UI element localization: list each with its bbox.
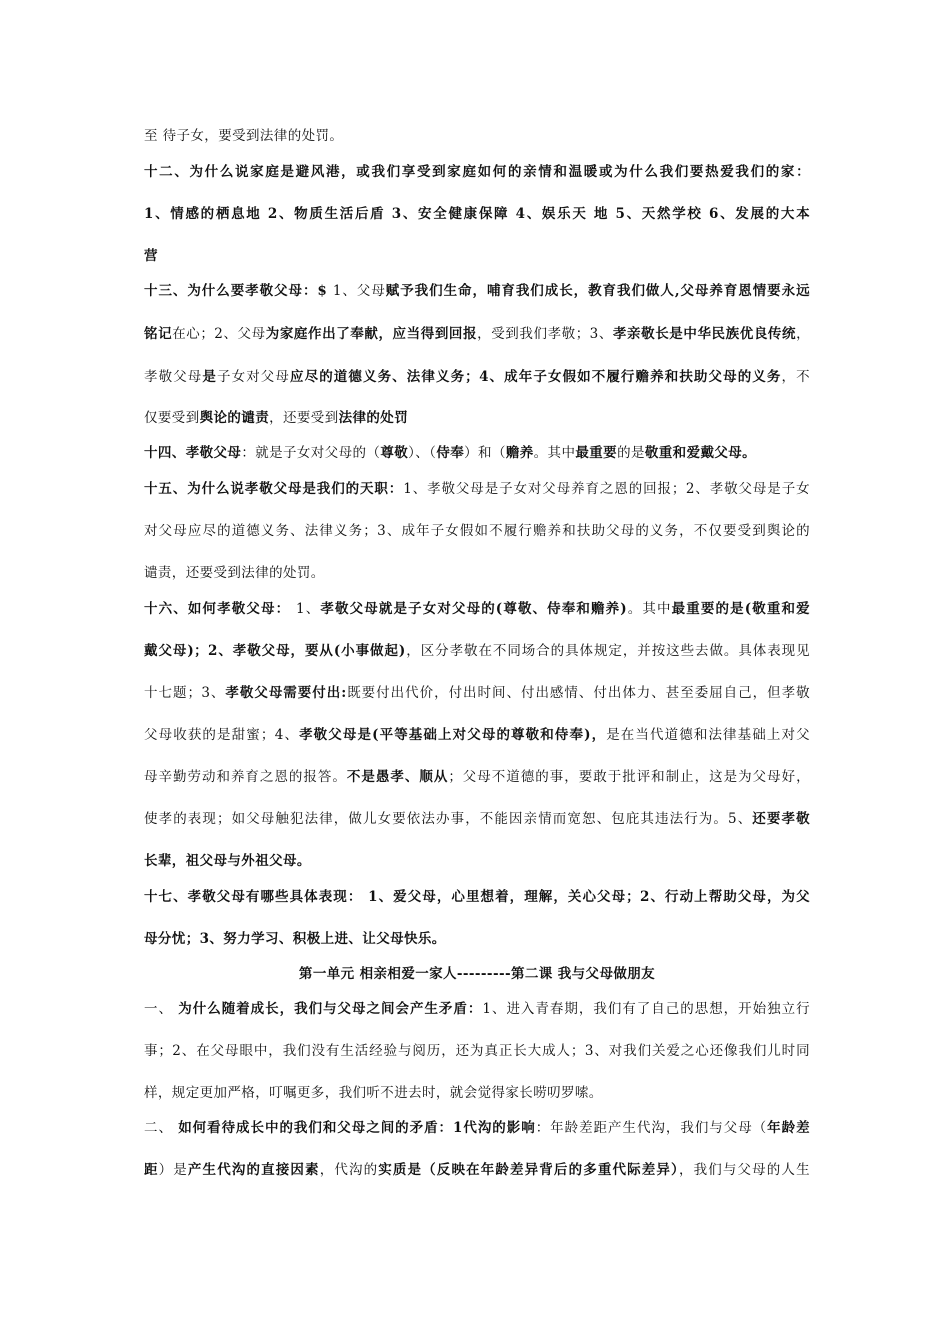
text-run: 孝亲敬长是中华民族优良传统	[612, 326, 797, 342]
text-run: 十七、孝敬父母有哪些具体表现： 1、爱父母，心里想着，理解，关心父母；2、行动上帮助父母，为父	[144, 889, 810, 905]
text-run: 子女对父母	[217, 369, 290, 385]
text-run: 母分忧；3、努力学习、积极上进、让父母快乐。	[144, 931, 446, 947]
text-run: 法律的处罚	[338, 410, 409, 426]
text-run: ，还要受到	[269, 410, 339, 426]
text-run: 最重要的是(敬重和爱	[671, 601, 810, 617]
text-run: 十三、为什么要孝敬父母：$	[144, 283, 333, 299]
text-run: 长辈，祖父母与外祖父母。	[144, 853, 311, 869]
text-line	[144, 1040, 810, 1062]
text-line	[144, 442, 810, 464]
text-run: 1、父母	[332, 283, 386, 299]
text-run: ）是	[158, 1162, 188, 1178]
text-run: 仅要受到	[144, 410, 200, 426]
text-run: 尊敬	[380, 445, 409, 461]
text-line	[144, 850, 810, 872]
text-run: ：年龄差距产生代沟，我们与父母（	[535, 1120, 768, 1136]
text-line	[144, 886, 810, 908]
text-line	[144, 366, 810, 388]
text-run: 1、孝敬父母是子女对父母养育之恩的回报；2、孝敬父母是子女	[403, 481, 810, 497]
text-run: 营	[144, 248, 158, 264]
text-run: 十六、如何孝敬父母：	[144, 601, 297, 617]
text-run: 十四、孝敬父母	[144, 445, 242, 461]
text-run: 1、进入青春期，我们有了自己的思想，开始独立行	[482, 1001, 810, 1017]
text-run: 孝敬父母就是子女对父母的(尊敬、侍奉和赡养)	[320, 601, 628, 617]
text-line	[144, 598, 810, 620]
text-run: 为家庭作出了奉献，应当得到回报	[265, 326, 478, 342]
text-run: 至 待子女，要受到法律的处罚。	[144, 128, 344, 144]
text-line	[144, 928, 810, 950]
text-line	[144, 640, 810, 662]
text-line	[144, 478, 810, 500]
text-run: 。其中	[627, 601, 672, 617]
text-run: 赋予我们生命，哺育我们成长，教育我们做人,父母养育恩情要永远	[385, 283, 810, 299]
text-run: ，代沟的	[319, 1162, 379, 1178]
text-run: 母辛勤劳动和养育之恩的报答。	[144, 769, 347, 785]
text-run: 谴责，还要受到法律的处罚。	[144, 565, 325, 581]
text-run: 不是愚孝、顺从	[346, 769, 449, 785]
text-run: 戴父母)；2、孝敬父母，要从(小事做起)	[144, 643, 406, 659]
text-run: 十二、为什么说家庭是避风港，或我们享受到家庭如何的亲情和温暖或为什么我们要热爱我们的家：	[144, 164, 810, 180]
text-line	[144, 682, 810, 704]
text-line	[144, 245, 810, 267]
text-run: 敬重和爱戴父母。	[644, 445, 757, 461]
text-run: 样，规定更加严格，叮嘱更多，我们听不进去时，就会觉得家长唠叨罗嗦。	[144, 1085, 603, 1101]
text-run: ，不	[781, 369, 810, 385]
text-run: 1、情感的栖息地 2、物质生活后盾 3、安全健康保障 4、娱乐天 地 5、天然学校 6、发展的大本	[144, 206, 810, 222]
text-run: 二、	[144, 1120, 179, 1136]
text-run: 在心；2、父母	[172, 326, 266, 342]
text-run: 实质是（反映在年龄差异背后的多重代际差异）	[378, 1162, 679, 1178]
text-run: 还要孝敬	[752, 811, 810, 827]
text-run: 为什么随着成长，我们与父母之间会产生矛盾：	[178, 1001, 483, 1017]
text-line	[144, 766, 810, 788]
text-run: 既要付出代价，付出时间、付出感情、付出体力、甚至委屈自己，但孝敬	[346, 685, 810, 701]
text-run: ，受到我们孝敬；3、	[477, 326, 613, 342]
text-run: 的是	[617, 445, 645, 461]
text-run: 年龄差	[767, 1120, 810, 1136]
text-line	[144, 280, 810, 302]
text-run: 是在当代道德和法律基础上对父	[606, 727, 810, 743]
text-line	[144, 323, 810, 345]
text-run: 十七题；3、	[144, 685, 226, 701]
text-run: 事；2、在父母眼中，我们没有生活经验与阅历，还为真正长大成人；3、对我们关爱之心还像我们儿时同	[144, 1043, 810, 1059]
text-line	[144, 1159, 810, 1181]
text-run: 孝敬父母需要付出:	[225, 685, 347, 701]
text-run: 距	[144, 1162, 159, 1178]
text-run: 。其中	[533, 445, 576, 461]
text-run: 产生代沟的直接因素	[187, 1162, 320, 1178]
text-run: 是	[202, 369, 217, 385]
text-run: 使孝的表现；如父母触犯法律，做儿女要依法办事，不能因亲情而宽恕、包庇其违法行为。5、	[144, 811, 753, 827]
text-run: 第一单元 相亲相爱一家人---------第二课 我与父母做朋友	[298, 966, 656, 982]
text-run: ）和（	[464, 445, 506, 461]
text-run: 应尽的道德义务、法律义务；4、成年子女假如不履行赡养和扶助父母的义务	[290, 369, 782, 385]
section-heading	[144, 963, 810, 985]
text-line	[144, 203, 810, 225]
text-run: 1、	[296, 601, 321, 617]
text-run: 舆论的谴责	[199, 410, 270, 426]
text-run: ，我们与父母的人生	[678, 1162, 810, 1178]
text-run: ：就是子女对父母的（	[241, 445, 381, 461]
text-line	[144, 1117, 810, 1139]
text-line	[144, 724, 810, 746]
text-line	[144, 520, 810, 542]
text-run: 十五、为什么说孝敬父母是我们的天职：	[144, 481, 404, 497]
text-run: 侍奉	[436, 445, 465, 461]
text-run: 赡养	[505, 445, 534, 461]
text-run: 铭记	[144, 326, 173, 342]
text-run: ）、（	[408, 445, 437, 461]
text-line	[144, 125, 810, 147]
text-line	[144, 808, 810, 830]
text-line	[144, 407, 810, 429]
text-run: ，区分孝敬在不同场合的具体规定，并按这些去做。具体表现见	[405, 643, 810, 659]
text-line	[144, 562, 810, 584]
text-run: 最重要	[575, 445, 618, 461]
text-run: ，	[796, 326, 810, 342]
text-line	[144, 161, 810, 183]
text-line	[144, 1082, 810, 1104]
text-run: ；父母不道德的事，要敢于批评和制止，这是为父母好，	[448, 769, 810, 785]
text-run: 一、	[144, 1001, 179, 1017]
text-run: 如何看待成长中的我们和父母之间的矛盾：1代沟的影响	[178, 1120, 536, 1136]
text-run: 孝敬父母	[144, 369, 203, 385]
text-run: 对父母应尽的道德义务、法律义务；3、成年子女假如不履行赡养和扶助父母的义务，不仅要受到舆论的	[144, 523, 810, 539]
text-line	[144, 998, 810, 1020]
text-run: 父母收获的是甜蜜；4、	[144, 727, 300, 743]
text-run: 孝敬父母是(平等基础上对父母的尊敬和侍奉)，	[299, 727, 607, 743]
